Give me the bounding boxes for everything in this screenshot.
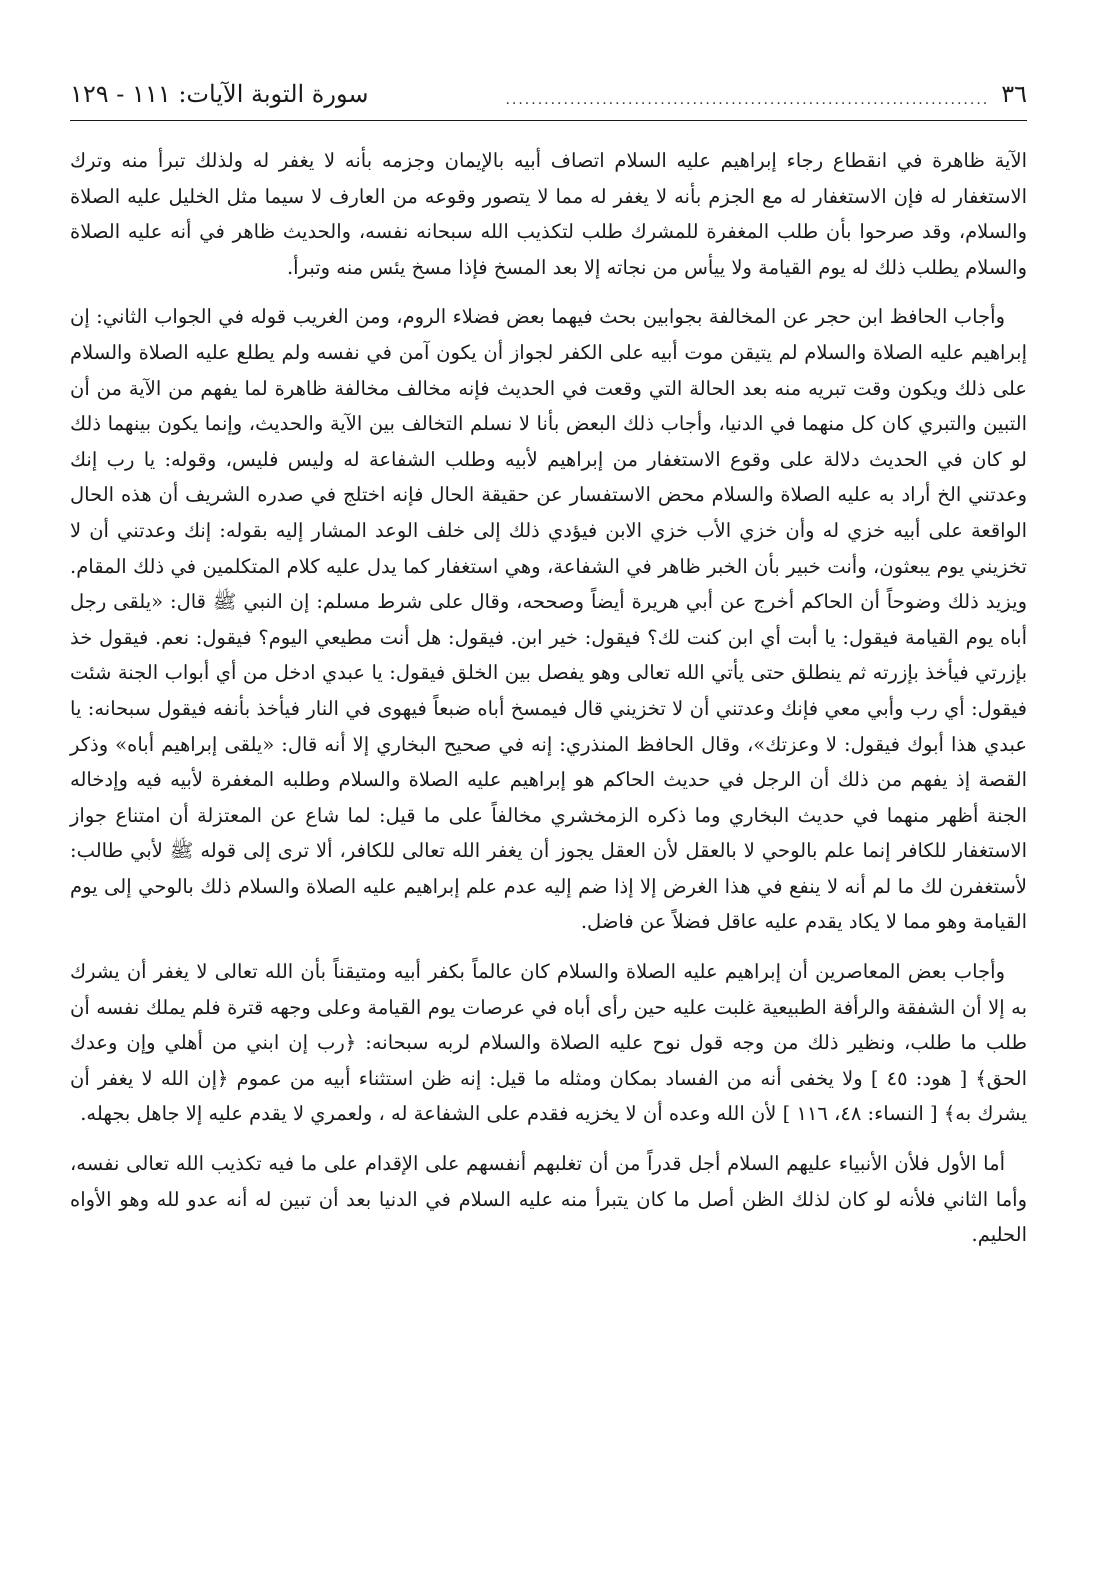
header-leader-dots: ........................................................................... <box>505 92 990 108</box>
paragraph-3: وأجاب بعض المعاصرين أن إبراهيم عليه الصلاة والسلام كان عالماً بكفر أبيه ومتيقناً بأن الله تعالى لا يغفر أن يشرك به إلا أن الشفقة والرأفة الطبيعية غلبت عليه حين رأى أباه في عرصات يوم القيامة وعلى وجهه قترة فلم يملك نفسه أن طلب ما طلب، ونظير ذلك من وجه قول نوح عليه الصلاة والسلام لربه سبحانه: ﴿رب إن ابني من أهلي وإن وعدك الحق﴾ [ هود: ٤٥ ] ولا يخفى أنه من الفساد بمكان ومثله ما قيل: إنه ظن استثناء أبيه من عموم ﴿إن الله لا يغفر أن يشرك به﴾ [ النساء: ٤٨، ١١٦ ] لأن الله وعده أن لا يخزيه فقدم على الشفاعة له ، ولعمري لا يقدم عليه إلا جاهل بجهله. <box>70 960 1028 1126</box>
page-number: ٣٦ <box>1001 80 1027 108</box>
page-header <box>70 80 1027 121</box>
running-title: سورة التوبة الآيات: ١١١ - ١٢٩ <box>70 80 369 108</box>
paragraph-4: أما الأول فلأن الأنبياء عليهم السلام أجل قدراً من أن تغلبهم أنفسهم على الإقدام على ما فيه تكذيب الله تعالى نفسه، وأما الثاني فلأنه لو كان لذلك الظن أصل ما كان يتبرأ منه عليه السلام في الدنيا بعد أن تبين له أنه عدو لله وهو الأواه الحليم. <box>70 1152 1027 1247</box>
body-text <box>70 143 1027 1253</box>
paragraph-1: الآية ظاهرة في انقطاع رجاء إبراهيم عليه السلام اتصاف أبيه بالإيمان وجزمه بأنه لا يغفر له ولذلك تبرأ منه وترك الاستغفار له فإن الاستغفار له مع الجزم بأنه لا يغفر له مما لا يتصور وقوعه من العارف لا سيما مثل الخليل عليه الصلاة والسلام، وقد صرحوا بأن طلب المغفرة للمشرك طلب لتكذيب الله سبحانه نفسه، والحديث ظاهر في أنه عليه الصلاة والسلام يطلب ذلك له يوم القيامة ولا ييأس من نجاته إلا بعد المسخ فإذا مسخ يئس منه وتبرأ. <box>70 149 1027 279</box>
paragraph-2: وأجاب الحافظ ابن حجر عن المخالفة بجوابين بحث فيهما بعض فضلاء الروم، ومن الغريب قوله في الجواب الثاني: إن إبراهيم عليه الصلاة والسلام لم يتيقن موت أبيه على الكفر لجواز أن يكون آمن في نفسه ولم يطلع عليه الصلاة والسلام على ذلك ويكون وقت تبريه منه بعد الحالة التي وقعت في الحديث فإنه مخالف مخالفة ظاهرة لما يفهم من الآية من أن التبين والتبري كان كل منهما في الدنيا، وأجاب ذلك البعض بأنا لا نسلم التخالف بين الآية والحديث، وإنما يكون بينهما ذلك لو كان في الحديث دلالة على وقوع الاستغفار من إبراهيم لأبيه وطلب الشفاعة له وليس فليس، وقوله: يا رب إنك وعدتني الخ أراد به عليه الصلاة والسلام محض الاستفسار عن حقيقة الحال فإنه اختلج في صدره الشريف أن هذه الحال الواقعة على أبيه خزي له وأن خزي الأب خزي الابن فيؤدي ذلك إلى خلف الوعد المشار إليه بقوله: إنك وعدتني أن لا تخزيني يوم يبعثون، وأنت خبير بأن الخبر ظاهر في الشفاعة، وهي استغفار كما يدل عليه كلام المتكلمين في ذلك المقام. ويزيد ذلك وضوحاً أن الحاكم أخرج عن أبي هريرة أيضاً وصححه، وقال على شرط مسلم: إن النبي ﷺ قال: «يلقى رجل أباه يوم القيامة فيقول: يا أبت أي ابن كنت لك؟ فيقول: خير ابن. فيقول: هل أنت مطيعي اليوم؟ فيقول: نعم. فيقول خذ بإزرتي فيأخذ بإزرته ثم ينطلق حتى يأتي الله تعالى وهو يفصل بين الخلق فيقول: يا عبدي ادخل من أي أبواب الجنة شئت فيقول: أي رب وأبي معي فإنك وعدتني أن لا تخزيني قال فيمسخ أباه ضبعاً فيهوى في النار فيأخذ بأنفه فيقول سبحانه: يا عبدي هذا أبوك فيقول: لا وعزتك»، وقال الحافظ المنذري: إنه في صحيح البخاري إلا أنه قال: «يلقى إبراهيم أباه» وذكر القصة إذ يفهم من ذلك أن الرجل في حديث الحاكم هو إبراهيم عليه الصلاة والسلام وطلبه المغفرة لأبيه فيه وإدخاله الجنة أظهر منهما في حديث البخاري وما ذكره الزمخشري مخالفاً على ما قيل: لما شاع عن المعتزلة أن امتناع جواز الاستغفار للكافر إنما علم بالوحي لا بالعقل لأن العقل يجوز أن يغفر الله تعالى للكافر، ألا ترى إلى قوله ﷺ لأبي طالب: لأستغفرن لك ما لم أنه لا ينفع في هذا الغرض إلا إذا ضم إليه عدم علم إبراهيم عليه الصلاة والسلام ذلك بالوحي إلى يوم القيامة وهو مما لا يكاد يقدم عليه عاقل فضلاً عن فاضل. <box>70 305 1027 934</box>
